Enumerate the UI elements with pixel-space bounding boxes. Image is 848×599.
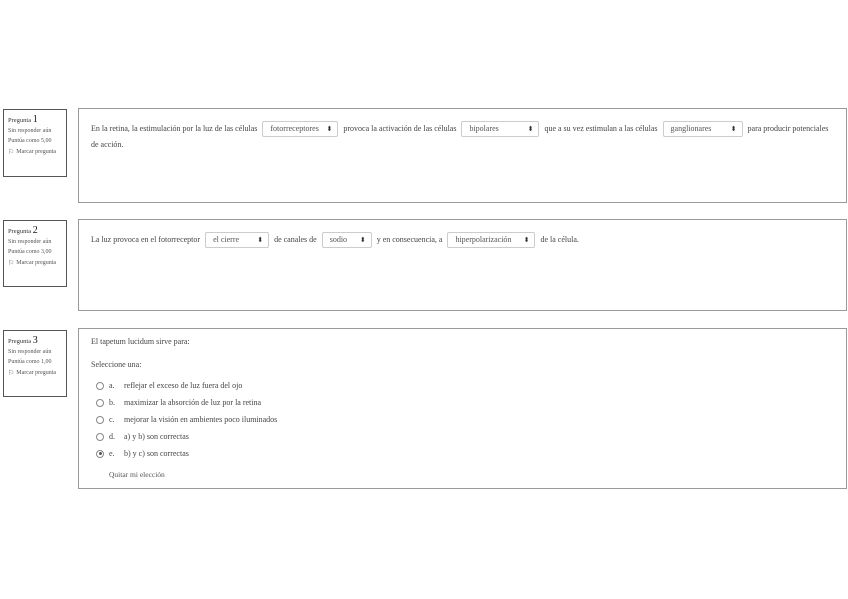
question-status: Sin responder aún xyxy=(8,128,52,134)
question-2-info xyxy=(3,220,67,287)
question-number: Pregunta 1 xyxy=(8,114,38,125)
question-points: Puntúa como 3,00 xyxy=(8,248,52,255)
select-one-label: Seleccione una: xyxy=(91,360,142,369)
channel-action-select[interactable]: el cierre ⬍ xyxy=(205,232,269,248)
question-status: Sin responder aún xyxy=(8,239,52,245)
flag-icon: ⚐ xyxy=(8,258,15,267)
chevron-updown-icon: ⬍ xyxy=(730,125,737,134)
flag-question-link[interactable]: ⚐ Marcar pregunta xyxy=(8,258,57,267)
chevron-updown-icon: ⬍ xyxy=(257,236,264,245)
question-3-content xyxy=(78,328,847,489)
radio-button[interactable] xyxy=(96,433,104,441)
radio-button-selected[interactable] xyxy=(96,450,104,458)
flag-question-link[interactable]: ⚐ Marcar pregunta xyxy=(8,147,57,156)
radio-button[interactable] xyxy=(96,382,104,390)
question-points: Puntúa como 1,00 xyxy=(8,358,52,365)
question-1-content xyxy=(78,108,847,203)
question-number: Pregunta 3 xyxy=(8,335,38,346)
question-1-info xyxy=(3,109,67,177)
question-status: Sin responder aún xyxy=(8,349,52,355)
option-b[interactable]: b. maximizar la absorción de luz por la retina xyxy=(96,394,834,411)
option-d[interactable]: d. a) y b) son correctas xyxy=(96,428,834,445)
chevron-updown-icon: ⬍ xyxy=(326,125,333,134)
question-points: Puntúa como 5,00 xyxy=(8,137,52,144)
radio-button[interactable] xyxy=(96,399,104,407)
receptor-select[interactable]: fotorreceptores ⬍ xyxy=(262,121,338,137)
question-3-info xyxy=(3,330,67,397)
clear-choice-link[interactable]: Quitar mi elección xyxy=(109,470,165,479)
option-a[interactable]: a. reflejar el exceso de luz fuera del ojo xyxy=(96,377,834,394)
chevron-updown-icon: ⬍ xyxy=(527,125,534,134)
flag-icon: ⚐ xyxy=(8,368,15,377)
polarization-select[interactable]: hiperpolarización ⬍ xyxy=(447,232,535,248)
answer-options xyxy=(91,377,834,462)
flag-icon: ⚐ xyxy=(8,147,15,156)
bipolar-select[interactable]: bipolares ⬍ xyxy=(461,121,539,137)
option-e[interactable]: e. b) y c) son correctas xyxy=(96,445,834,462)
ganglion-select[interactable]: ganglionares ⬍ xyxy=(663,121,743,137)
flag-question-link[interactable]: ⚐ Marcar pregunta xyxy=(8,368,57,377)
chevron-updown-icon: ⬍ xyxy=(359,236,366,245)
question-prompt: El tapetum lucidum sirve para: xyxy=(91,337,190,346)
question-number: Pregunta 2 xyxy=(8,225,38,236)
question-text: En la retina, la estimulación por la luz de las células fotorreceptores ⬍ provoca la activación de las células bipolares ⬍ que a su vez estimulan a las células ganglionares ⬍ para producir potenciales de acción. xyxy=(91,121,834,153)
option-c[interactable]: c. mejorar la visión en ambientes poco iluminados xyxy=(96,411,834,428)
radio-button[interactable] xyxy=(96,416,104,424)
question-text: La luz provoca en el fotorreceptor el cierre ⬍ de canales de sodio ⬍ y en consecuencia, a hiperpolarización ⬍ de la célula. xyxy=(91,232,834,248)
chevron-updown-icon: ⬍ xyxy=(523,236,530,245)
question-2-content xyxy=(78,219,847,311)
ion-select[interactable]: sodio ⬍ xyxy=(322,232,372,248)
